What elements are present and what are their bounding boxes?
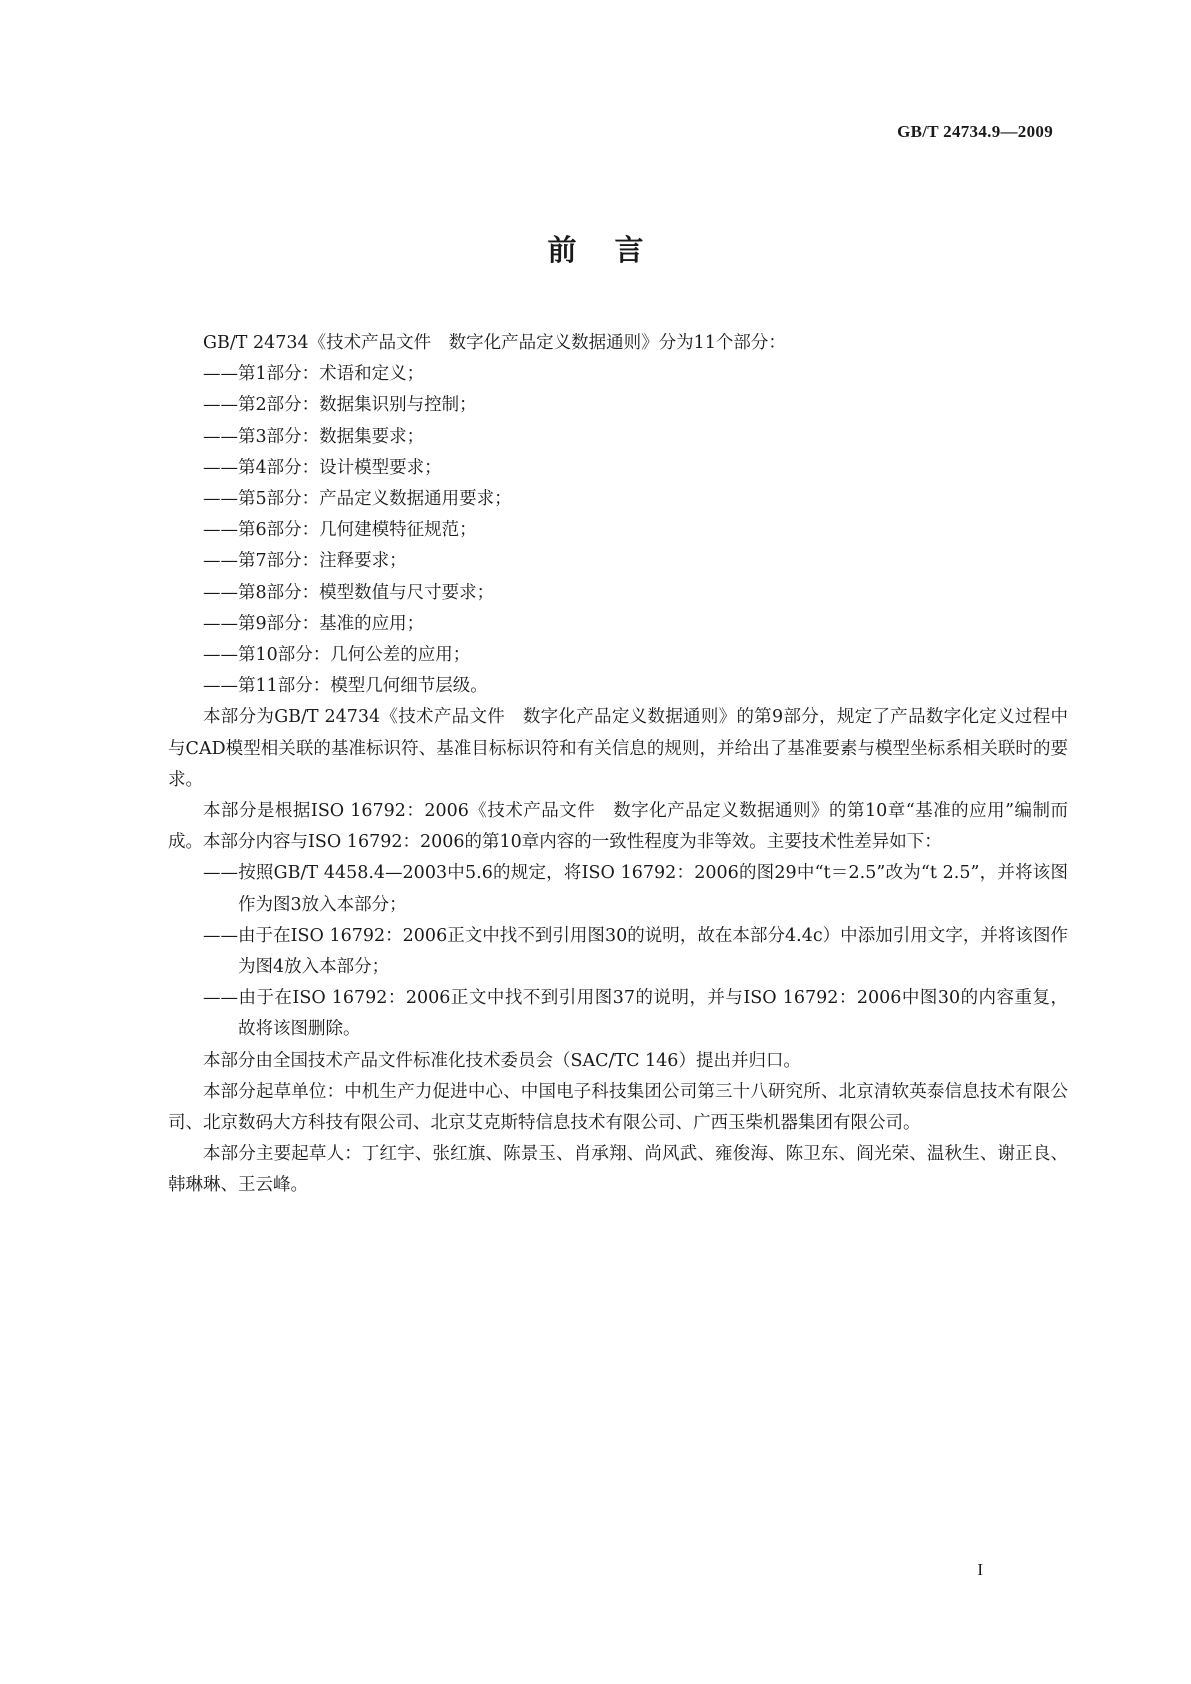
page-title: 前言 [547,233,682,267]
scope-paragraph: 本部分为GB/T 24734《技术产品文件 数字化产品定义数据通则》的第9部分，规定了产品数字化定义过程中与CAD模型相关联的基准标识符、基准目标标识符和有关信息的规则，并给出了基准要素与模型坐标系相关联时的要求。 [168,707,1068,790]
part-list-item: ——第2部分：数据集识别与控制； [203,395,477,416]
foreword-body [168,328,1068,1202]
intro-paragraph: GB/T 24734《技术产品文件 数字化产品定义数据通则》分为11个部分： [203,333,786,353]
basis-paragraph: 本部分是根据ISO 16792：2006《技术产品文件 数字化产品定义数据通则》的第10章“基准的应用”编制而成。本部分内容与ISO 16792：2006的第10章内容的一致性程度为非等效。主要技术性差异如下： [168,801,1068,853]
part-list-item: ——第9部分：基准的应用； [203,613,425,634]
part-list-item: ——第11部分：模型几何细节层级。 [203,676,488,697]
part-list-item: ——第7部分：注释要求； [203,551,407,572]
part-list-item: ——第6部分：几何建模特征规范； [203,520,477,541]
drafters-paragraph: 本部分主要起草人：丁红宇、张红旗、陈景玉、肖承翔、尚风武、雍俊海、陈卫东、阎光荣、温秋生、谢正良、韩琳琳、王云峰。 [168,1144,1068,1196]
differences-list [168,858,1068,1045]
page-number: I [977,1560,983,1579]
drafting-units-paragraph: 本部分起草单位：中机生产力促进中心、中国电子科技集团公司第三十八研究所、北京清软英泰信息技术有限公司、北京数码大方科技有限公司、北京艾克斯特信息技术有限公司、广西玉柴机器集团有限公司。 [168,1081,1068,1134]
difference-item: ——由于在ISO 16792：2006正文中找不到引用图37的说明，并与ISO 16792：2006中图30的内容重复，故将该图删除。 [203,988,1068,1040]
part-list-item: ——第8部分：模型数值与尺寸要求； [203,582,495,603]
difference-item: ——由于在ISO 16792：2006正文中找不到引用图30的说明，故在本部分4.4c）中添加引用文字，并将该图作为图4放入本部分； [203,925,1068,978]
part-list-item: ——第5部分：产品定义数据通用要求； [203,489,512,510]
part-list-item: ——第10部分：几何公差的应用； [203,645,471,666]
part-list-item: ——第1部分：术语和定义； [203,364,425,385]
parts-list [168,359,1068,702]
proposer-paragraph: 本部分由全国技术产品文件标准化技术委员会（SAC/TC 146）提出并归口。 [203,1050,801,1071]
part-list-item: ——第4部分：设计模型要求； [203,457,442,478]
standard-number: GB/T 24734.9—2009 [897,122,1053,141]
difference-item: ——按照GB/T 4458.4—2003中5.6的规定，将ISO 16792：2006的图29中“t＝2.5”改为“t 2.5”，并将该图作为图3放入本部分； [203,863,1068,915]
part-list-item: ——第3部分：数据集要求； [203,426,425,447]
